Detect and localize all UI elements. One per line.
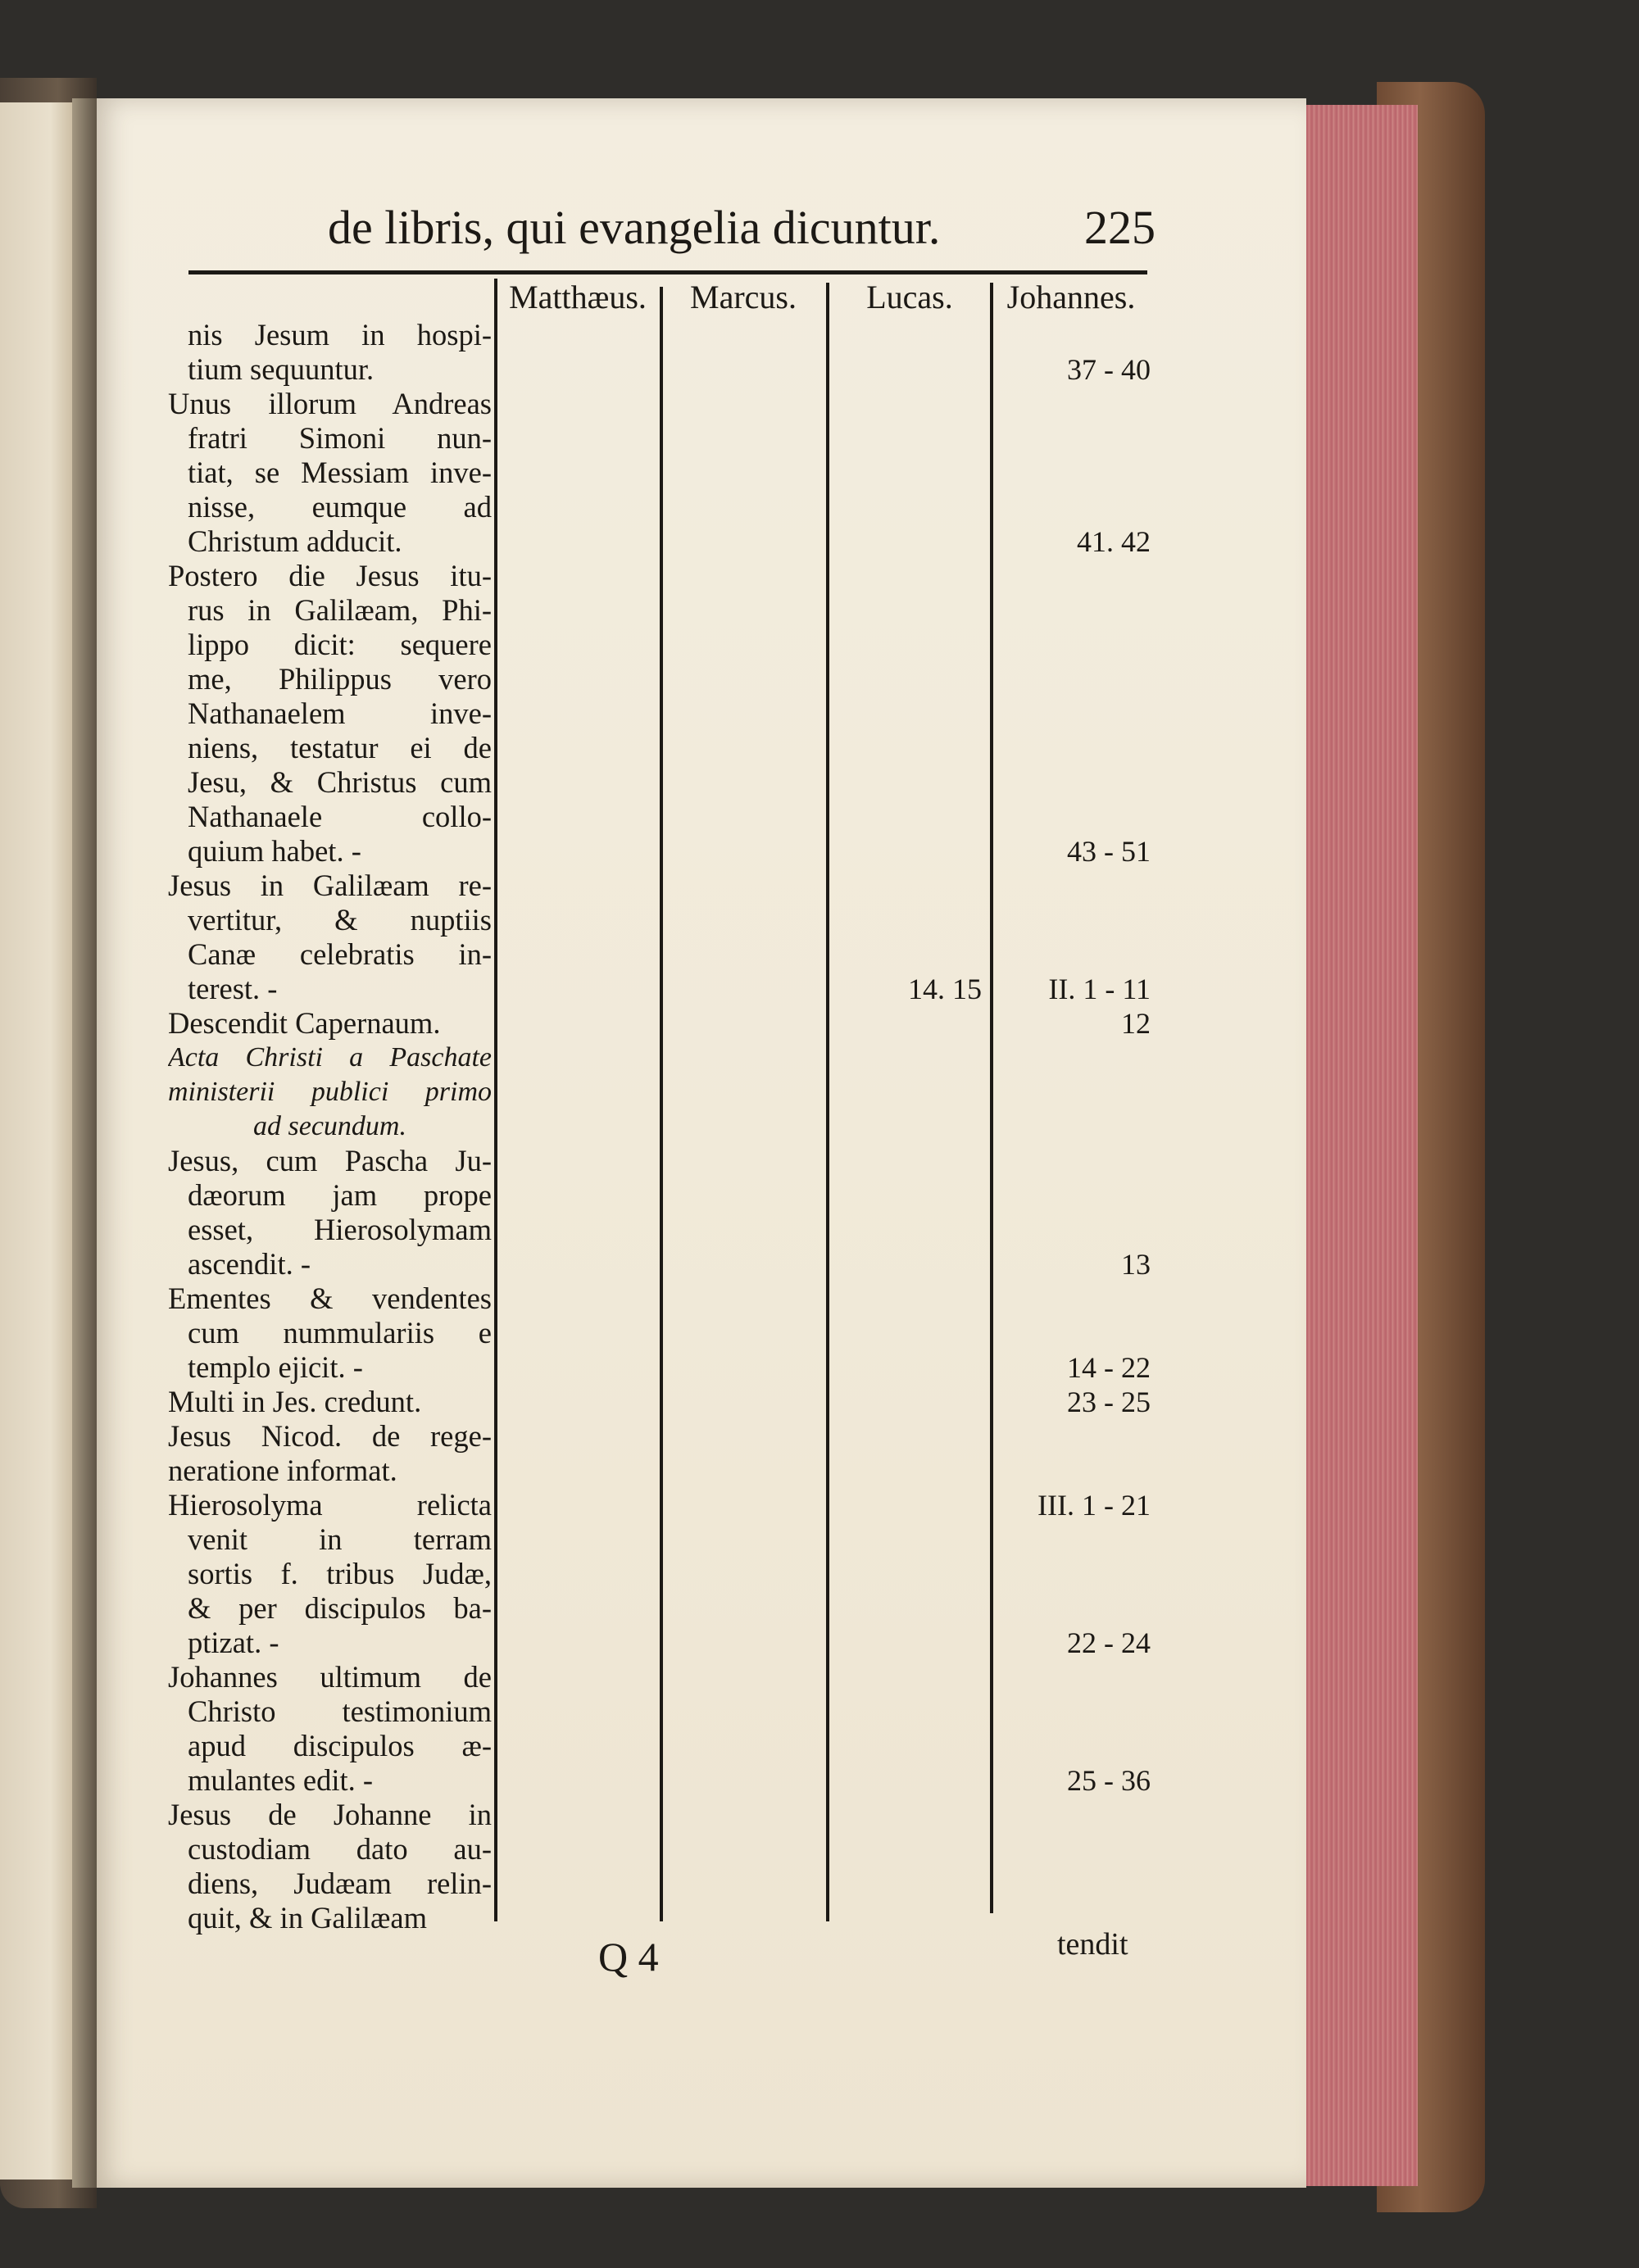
column-rule-mark: [826, 283, 829, 1921]
signature-mark: Q 4: [598, 1934, 659, 1980]
text-line: ad secundum.: [253, 1111, 406, 1141]
text-line: Jesus, cum Pascha Ju-: [168, 1144, 492, 1177]
text-line: fratri Simoni nun-: [188, 421, 492, 455]
text-line: nisse, eumque ad: [188, 490, 492, 524]
text-line: cum nummulariis e: [188, 1316, 492, 1349]
text-line: esset, Hierosolymam: [188, 1213, 492, 1246]
text-line: Canæ celebratis in-: [188, 937, 492, 971]
text-line: ministerii publici primo: [168, 1077, 492, 1107]
reference-john: 14 - 22: [1067, 1351, 1151, 1384]
column-header-john: Johannes.: [1006, 279, 1136, 315]
text-line: lippo dicit: sequere: [188, 628, 492, 661]
text-line: Christo testimonium: [188, 1694, 492, 1728]
text-line: Jesus de Johanne in: [168, 1798, 492, 1831]
text-line: diens, Judæam relin-: [188, 1867, 492, 1900]
text-line: Jesus in Galilæam re-: [168, 869, 492, 902]
reference-john: II. 1 - 11: [1048, 973, 1151, 1005]
running-head: de libris, qui evangelia dicuntur.: [328, 201, 941, 254]
spine-gutter: [72, 98, 97, 2188]
text-line: Multi in Jes. credunt.: [168, 1385, 422, 1418]
reference-john: 41. 42: [1077, 525, 1151, 558]
header-rule: [188, 270, 1147, 274]
reference-luke: 14. 15: [908, 973, 982, 1005]
text-line: Unus illorum Andreas: [168, 387, 492, 420]
text-line: apud discipulos æ-: [188, 1729, 492, 1762]
left-page-edge: [0, 102, 72, 2180]
text-line: & per discipulos ba-: [188, 1591, 492, 1625]
synopsis-text-column: [168, 318, 492, 1935]
reference-john: 23 - 25: [1067, 1386, 1151, 1418]
text-line: Johannes ultimum de: [168, 1660, 492, 1694]
page-number: 225: [1084, 201, 1155, 254]
reference-john: III. 1 - 21: [1037, 1489, 1151, 1522]
column-header-luke: Lucas.: [866, 279, 953, 315]
column-header-mark: Marcus.: [690, 279, 797, 315]
text-line: tium sequuntur.: [188, 352, 375, 386]
reference-john: 37 - 40: [1067, 353, 1151, 386]
reference-john: 43 - 51: [1067, 835, 1151, 868]
text-line: ptizat. -: [188, 1626, 279, 1659]
reference-john: 22 - 24: [1067, 1626, 1151, 1659]
text-line: Nathanaele collo-: [188, 800, 492, 833]
text-line: niens, testatur ei de: [188, 731, 492, 764]
text-line: venit in terram: [188, 1522, 492, 1556]
text-line: custodiam dato au-: [188, 1832, 492, 1866]
column-header-matthew: Matthæus.: [509, 279, 647, 315]
text-line: Ementes & vendentes: [168, 1281, 492, 1315]
reference-john: 25 - 36: [1067, 1764, 1151, 1797]
text-line: mulantes edit. -: [188, 1763, 374, 1797]
text-line: Jesu, & Christus cum: [188, 765, 492, 799]
catchword: tendit: [1057, 1927, 1128, 1962]
text-line: ascendit. -: [188, 1247, 311, 1281]
text-line: Acta Christi a Paschate: [168, 1042, 492, 1073]
text-line: me, Philippus vero: [188, 662, 492, 696]
red-page-edges: [1305, 105, 1418, 2186]
text-line: Postero die Jesus itu-: [168, 559, 492, 592]
text-line: nis Jesum in hospi-: [188, 318, 492, 352]
text-line: templo ejicit. -: [188, 1350, 363, 1384]
text-line: neratione informat.: [168, 1454, 397, 1487]
text-line: Descendit Capernaum.: [168, 1006, 441, 1040]
text-line: Christum adducit.: [188, 524, 402, 558]
column-rule-matthew: [660, 287, 663, 1921]
column-rule-luke: [990, 283, 993, 1913]
text-line: dæorum jam prope: [188, 1178, 492, 1212]
text-line: Hierosolyma relicta: [168, 1488, 492, 1522]
text-line: rus in Galilæam, Phi-: [188, 593, 492, 627]
text-line: Nathanaelem inve-: [188, 696, 492, 730]
text-line: quit, & in Galilæam: [188, 1901, 427, 1935]
text-line: sortis f. tribus Judæ,: [188, 1557, 492, 1590]
column-rule-text: [494, 279, 497, 1921]
text-line: quium habet. -: [188, 834, 361, 868]
text-line: tiat, se Messiam inve-: [188, 456, 492, 489]
text-line: terest. -: [188, 972, 278, 1005]
reference-john: 12: [1121, 1007, 1151, 1040]
reference-john: 13: [1121, 1248, 1151, 1281]
text-line: vertitur, & nuptiis: [188, 903, 492, 937]
text-line: Jesus Nicod. de rege-: [168, 1419, 492, 1453]
